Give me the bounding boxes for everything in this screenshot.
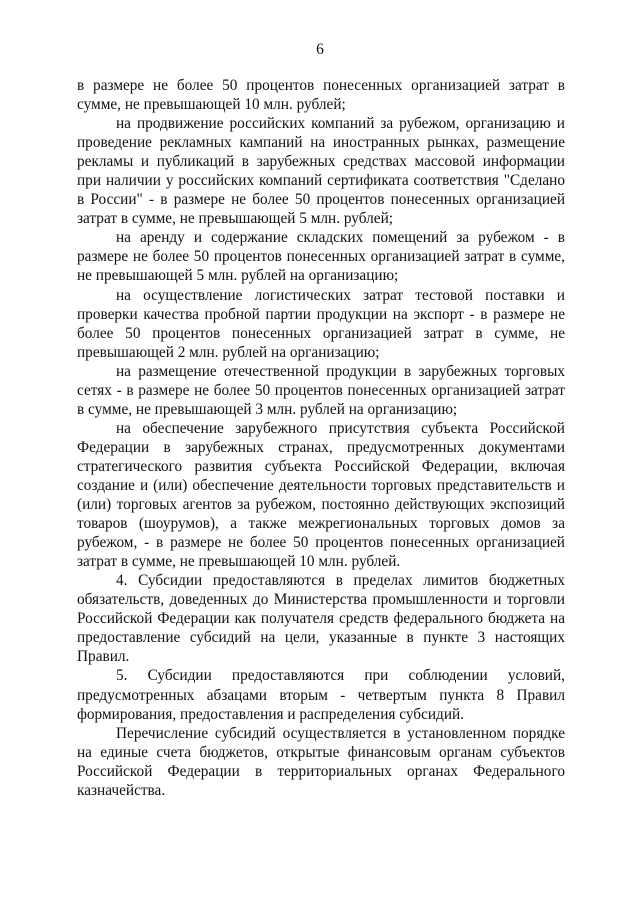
paragraph: в размере не более 50 процентов понесенных организацией затрат в сумме, не превышающей 10 млн. рублей;: [77, 77, 565, 114]
paragraph: 4. Субсидии предоставляются в пределах лимитов бюджетных обязательств, доведенных до Министерства промышленности и торговли Российской Федерации как получателя средств федерального бюджета на предоставление субсидий на цели, указанные в пункте 3 настоящих Правил.: [77, 572, 565, 666]
paragraph: Перечисление субсидий осуществляется в установленном порядке на единые счета бюджетов, открытые финансовым органам субъектов Российской Федерации в территориальных органах Федерального казначейства.: [77, 724, 565, 799]
page-number: 6: [316, 41, 324, 58]
paragraph: на осуществление логистических затрат тестовой поставки и проверки качества пробной партии продукции на экспорт - в размере не более 50 процентов понесенных организацией затрат в сумме, не превышающей 2 млн. рублей на организацию;: [77, 286, 565, 361]
paragraph: 5. Субсидии предоставляются при соблюдении условий, предусмотренных абзацами вторым - четвертым пункта 8 Правил формирования, предоставления и распределения субсидий.: [77, 667, 565, 723]
paragraph: на аренду и содержание складских помещений за рубежом - в размере не более 50 процентов понесенных организацией затрат в сумме, не превышающей 5 млн. рублей на организацию;: [77, 229, 565, 285]
document-body: [77, 76, 565, 800]
paragraph: на размещение отечественной продукции в зарубежных торговых сетях - в размере не более 50 процентов понесенных организацией затрат в сумме, не превышающей 3 млн. рублей на организацию;: [77, 362, 565, 418]
paragraph: на продвижение российских компаний за рубежом, организацию и проведение рекламных кампаний на иностранных рынках, размещение рекламы и публикаций в зарубежных средствах массовой информации при наличии у российских компаний сертификата соответствия "Сделано в России" - в размере не более 50 процентов понесенных организацией затрат в сумме, не превышающей 5 млн. рублей;: [77, 115, 565, 228]
paragraph: на обеспечение зарубежного присутствия субъекта Российской Федерации в зарубежных странах, предусмотренных документами стратегического развития субъекта Российской Федерации, включая создание и (или) обеспечение деятельности торговых представительств и (или) торговых агентов за рубежом, постоянно действующих экспозиций товаров (шоурумов), а также межрегиональных торговых домов за рубежом, - в размере не более 50 процентов понесенных организацией затрат в сумме, не превышающей 10 млн. рублей.: [77, 419, 565, 571]
